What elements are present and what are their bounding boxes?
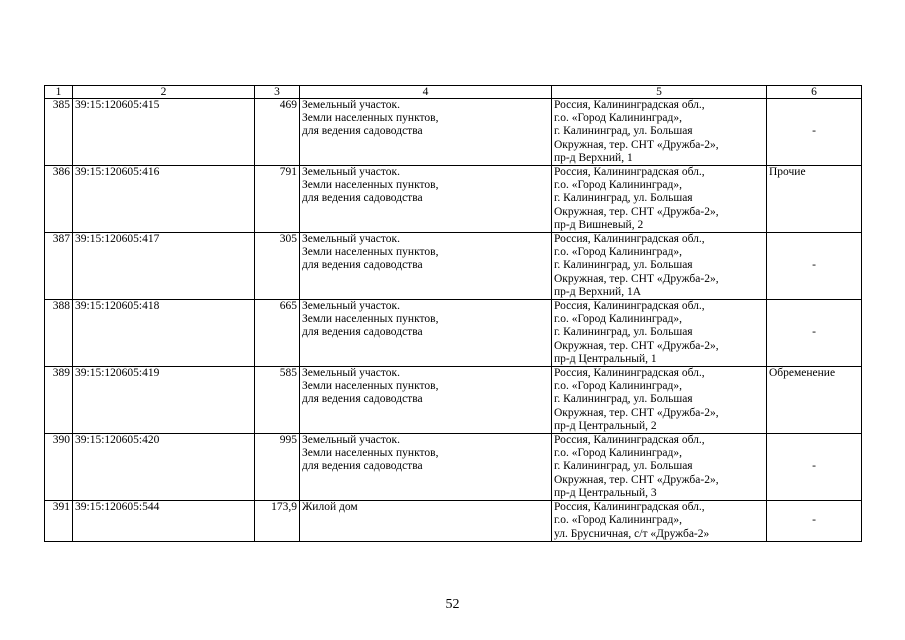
cadastral-number: 39:15:120605:418 bbox=[73, 300, 255, 367]
header-col-5: 5 bbox=[552, 86, 767, 99]
address-line: Окружная, тер. СНТ «Дружба-2», bbox=[554, 406, 719, 419]
address-line: Россия, Калининградская обл., bbox=[554, 300, 705, 313]
row-number: 386 bbox=[45, 166, 73, 233]
table-row bbox=[45, 166, 862, 233]
address-line: г.о. «Город Калининград», bbox=[554, 313, 682, 326]
description-line: Земельный участок. bbox=[302, 166, 400, 179]
area-value: 305 bbox=[255, 233, 300, 300]
table-body bbox=[45, 99, 862, 542]
address-line: г.о. «Город Калининград», bbox=[554, 179, 682, 192]
table-row bbox=[45, 434, 862, 501]
table-row bbox=[45, 99, 862, 166]
address-line: г.о. «Город Калининград», bbox=[554, 514, 682, 527]
row-number: 391 bbox=[45, 501, 73, 542]
description-line: для ведения садоводства bbox=[302, 460, 423, 473]
header-col-4: 4 bbox=[300, 86, 552, 99]
address-line: Окружная, тер. СНТ «Дружба-2», bbox=[554, 339, 719, 352]
area-value: 469 bbox=[255, 99, 300, 166]
object-address bbox=[552, 300, 767, 367]
address-line: пр-д Верхний, 1А bbox=[554, 285, 642, 298]
description-line: Земли населенных пунктов, bbox=[302, 112, 439, 125]
row-number: 390 bbox=[45, 434, 73, 501]
object-description bbox=[300, 99, 552, 166]
address-line: г.о. «Город Калининград», bbox=[554, 112, 682, 125]
description-line: Земельный участок. bbox=[302, 367, 400, 380]
object-address bbox=[552, 166, 767, 233]
object-description bbox=[300, 434, 552, 501]
object-address bbox=[552, 233, 767, 300]
area-value: 665 bbox=[255, 300, 300, 367]
property-registry-table bbox=[44, 85, 862, 542]
address-line: пр-д Вишневый, 2 bbox=[554, 218, 644, 231]
object-address bbox=[552, 99, 767, 166]
cadastral-number: 39:15:120605:419 bbox=[73, 367, 255, 434]
address-line: Россия, Калининградская обл., bbox=[554, 434, 705, 447]
header-col-6: 6 bbox=[767, 86, 862, 99]
address-line: г.о. «Город Калининград», bbox=[554, 380, 682, 393]
description-line: Земельный участок. bbox=[302, 434, 400, 447]
row-number: 389 bbox=[45, 367, 73, 434]
row-number: 385 bbox=[45, 99, 73, 166]
address-line: Окружная, тер. СНТ «Дружба-2», bbox=[554, 473, 719, 486]
description-line: Земельный участок. bbox=[302, 99, 400, 111]
header-col-2: 2 bbox=[73, 86, 255, 99]
address-line: г. Калининград, ул. Большая bbox=[554, 326, 693, 339]
description-line: для ведения садоводства bbox=[302, 192, 423, 205]
address-line: пр-д Центральный, 1 bbox=[554, 352, 657, 365]
object-address bbox=[552, 367, 767, 434]
address-line: Россия, Калининградская обл., bbox=[554, 501, 705, 514]
cadastral-number: 39:15:120605:417 bbox=[73, 233, 255, 300]
address-line: г. Калининград, ул. Большая bbox=[554, 460, 693, 473]
object-description bbox=[300, 233, 552, 300]
address-line: Окружная, тер. СНТ «Дружба-2», bbox=[554, 272, 719, 285]
row-number: 387 bbox=[45, 233, 73, 300]
description-line: Земли населенных пунктов, bbox=[302, 246, 439, 259]
object-description bbox=[300, 300, 552, 367]
table-row bbox=[45, 367, 862, 434]
address-line: г. Калининград, ул. Большая bbox=[554, 192, 693, 205]
cadastral-number: 39:15:120605:544 bbox=[73, 501, 255, 542]
table-row bbox=[45, 300, 862, 367]
address-line: Окружная, тер. СНТ «Дружба-2», bbox=[554, 138, 719, 151]
description-line: Земли населенных пунктов, bbox=[302, 447, 439, 460]
address-line: г. Калининград, ул. Большая bbox=[554, 259, 693, 272]
address-line: г.о. «Город Калининград», bbox=[554, 246, 682, 259]
object-description bbox=[300, 166, 552, 233]
encumbrance-note: Обременение bbox=[767, 367, 862, 434]
description-line: Земли населенных пунктов, bbox=[302, 179, 439, 192]
object-description bbox=[300, 367, 552, 434]
address-line: пр-д Центральный, 2 bbox=[554, 419, 657, 432]
address-line: Россия, Калининградская обл., bbox=[554, 367, 705, 380]
object-description bbox=[300, 501, 552, 542]
row-number: 388 bbox=[45, 300, 73, 367]
header-row bbox=[45, 86, 862, 99]
address-line: пр-д Центральный, 3 bbox=[554, 486, 657, 499]
object-address bbox=[552, 434, 767, 501]
encumbrance-note: Прочие bbox=[767, 166, 862, 233]
description-line: Земельный участок. bbox=[302, 300, 400, 313]
description-line: Жилой дом bbox=[302, 501, 358, 514]
header-col-3: 3 bbox=[255, 86, 300, 99]
address-line: г.о. «Город Калининград», bbox=[554, 447, 682, 460]
address-line: г. Калининград, ул. Большая bbox=[554, 393, 693, 406]
description-line: Земельный участок. bbox=[302, 233, 400, 246]
area-value: 585 bbox=[255, 367, 300, 434]
description-line: для ведения садоводства bbox=[302, 259, 423, 272]
address-line: ул. Брусничная, с/т «Дружба-2» bbox=[554, 527, 710, 540]
address-line: Россия, Калининградская обл., bbox=[554, 99, 705, 111]
cadastral-number: 39:15:120605:420 bbox=[73, 434, 255, 501]
description-line: Земли населенных пунктов, bbox=[302, 313, 439, 326]
area-value: 173,9 bbox=[255, 501, 300, 542]
page-number: 52 bbox=[445, 597, 460, 612]
description-line: для ведения садоводства bbox=[302, 125, 423, 138]
encumbrance-note: - bbox=[767, 434, 862, 501]
description-line: для ведения садоводства bbox=[302, 326, 423, 339]
table-row bbox=[45, 233, 862, 300]
header-col-1: 1 bbox=[45, 86, 73, 99]
area-value: 995 bbox=[255, 434, 300, 501]
encumbrance-note: - bbox=[767, 300, 862, 367]
description-line: для ведения садоводства bbox=[302, 393, 423, 406]
encumbrance-note: - bbox=[767, 501, 862, 542]
address-line: Россия, Калининградская обл., bbox=[554, 233, 705, 246]
encumbrance-note: - bbox=[767, 99, 862, 166]
table-row bbox=[45, 501, 862, 542]
address-line: Окружная, тер. СНТ «Дружба-2», bbox=[554, 205, 719, 218]
cadastral-number: 39:15:120605:415 bbox=[73, 99, 255, 166]
description-line: Земли населенных пунктов, bbox=[302, 380, 439, 393]
address-line: Россия, Калининградская обл., bbox=[554, 166, 705, 179]
cadastral-number: 39:15:120605:416 bbox=[73, 166, 255, 233]
encumbrance-note: - bbox=[767, 233, 862, 300]
address-line: пр-д Верхний, 1 bbox=[554, 151, 633, 164]
address-line: г. Калининград, ул. Большая bbox=[554, 125, 693, 138]
object-address bbox=[552, 501, 767, 542]
area-value: 791 bbox=[255, 166, 300, 233]
